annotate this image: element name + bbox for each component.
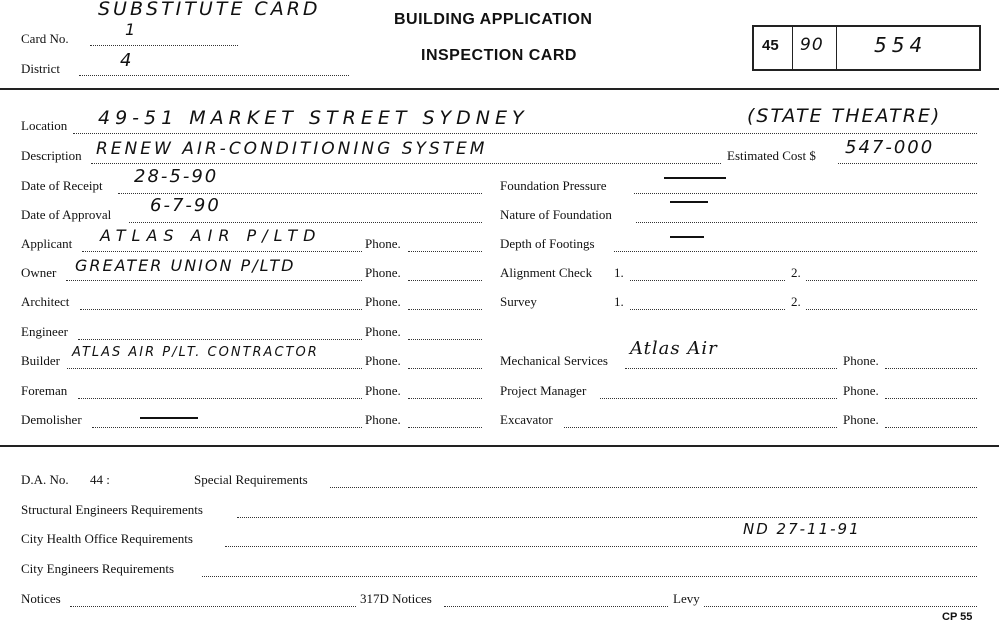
demolisher-dash: [140, 417, 198, 419]
da-no-label: D.A. No.: [21, 472, 69, 487]
number-box-cell-2: 90: [800, 35, 824, 55]
card-no-label: Card No.: [21, 31, 69, 46]
description-label: Description: [21, 148, 82, 163]
card-title-line2: INSPECTION CARD: [421, 47, 577, 64]
builder-label: Builder: [21, 353, 60, 368]
survey-num2: 2.: [791, 294, 801, 309]
demolisher-label: Demolisher: [21, 412, 82, 427]
substitute-card-note: SUBSTITUTE CARD: [98, 0, 321, 20]
engineer-label: Engineer: [21, 324, 68, 339]
number-box-cell-1: 45: [762, 37, 779, 54]
nature-foundation-label: Nature of Foundation: [500, 207, 612, 222]
builder-phone-label: Phone.: [365, 353, 401, 368]
architect-label: Architect: [21, 294, 70, 309]
alignment-num1: 1.: [614, 265, 624, 280]
district-label: District: [21, 61, 60, 76]
applicant-label: Applicant: [21, 236, 73, 251]
district-line: [79, 75, 349, 76]
header-divider: [0, 88, 999, 90]
foreman-phone-label: Phone.: [365, 383, 401, 398]
date-approval-value: 6-7-90: [150, 195, 221, 216]
location-value: 49-51 MARKET STREET SYDNEY: [98, 107, 529, 129]
applicant-value: ATLAS AIR P/LTD: [100, 226, 322, 245]
engineer-phone-label: Phone.: [365, 324, 401, 339]
demolisher-phone-label: Phone.: [365, 412, 401, 427]
district-value: 4: [120, 50, 134, 71]
mechanical-phone-label: Phone.: [843, 353, 879, 368]
nature-foundation-dash: [670, 201, 708, 203]
builder-value: ATLAS AIR P/LT. CONTRACTOR: [72, 345, 319, 360]
notices-label: Notices: [21, 591, 61, 606]
health-requirements-label: City Health Office Requirements: [21, 531, 193, 546]
date-approval-label: Date of Approval: [21, 207, 112, 222]
form-code: CP 55: [942, 611, 973, 623]
excavator-phone-label: Phone.: [843, 412, 879, 427]
da-no-value: 44 :: [90, 472, 110, 487]
health-requirements-value: ND 27-11-91: [743, 520, 861, 538]
project-manager-label: Project Manager: [500, 383, 587, 398]
foundation-pressure-label: Foundation Pressure: [500, 178, 607, 193]
city-engineers-requirements-label: City Engineers Requirements: [21, 561, 175, 576]
owner-label: Owner: [21, 265, 57, 280]
depth-footings-label: Depth of Footings: [500, 236, 595, 251]
survey-num1: 1.: [614, 294, 624, 309]
survey-label: Survey: [500, 294, 537, 309]
location-label: Location: [21, 118, 68, 133]
owner-phone-label: Phone.: [365, 265, 401, 280]
card-no-line: [90, 45, 238, 46]
mechanical-services-label: Mechanical Services: [500, 353, 608, 368]
number-box-cell-3: 554: [874, 33, 928, 57]
card-title-line1: BUILDING APPLICATION: [394, 11, 593, 28]
excavator-label: Excavator: [500, 412, 553, 427]
location-note: (STATE THEATRE): [747, 105, 942, 127]
alignment-check-label: Alignment Check: [500, 265, 593, 280]
alignment-num2: 2.: [791, 265, 801, 280]
estimated-cost-label: Estimated Cost $: [727, 148, 816, 163]
application-number-box: [752, 25, 981, 71]
foundation-pressure-dash: [664, 177, 726, 179]
date-receipt-label: Date of Receipt: [21, 178, 103, 193]
estimated-cost-value: 547-000: [845, 137, 935, 158]
317d-notices-label: 317D Notices: [360, 591, 432, 606]
foreman-label: Foreman: [21, 383, 68, 398]
mechanical-services-value: Atlas Air: [630, 338, 718, 359]
owner-value: GREATER UNION P/LTD: [75, 256, 296, 275]
architect-phone-label: Phone.: [365, 294, 401, 309]
applicant-phone-label: Phone.: [365, 236, 401, 251]
card-no-value: 1: [125, 20, 138, 39]
description-value: RENEW AIR-CONDITIONING SYSTEM: [96, 139, 488, 159]
date-receipt-value: 28-5-90: [134, 166, 219, 187]
requirements-divider: [0, 445, 999, 447]
special-requirements-label: Special Requirements: [194, 472, 308, 487]
structural-requirements-label: Structural Engineers Requirements: [21, 502, 203, 517]
project-manager-phone-label: Phone.: [843, 383, 879, 398]
depth-footings-dash: [670, 236, 704, 238]
levy-label: Levy: [673, 591, 700, 606]
